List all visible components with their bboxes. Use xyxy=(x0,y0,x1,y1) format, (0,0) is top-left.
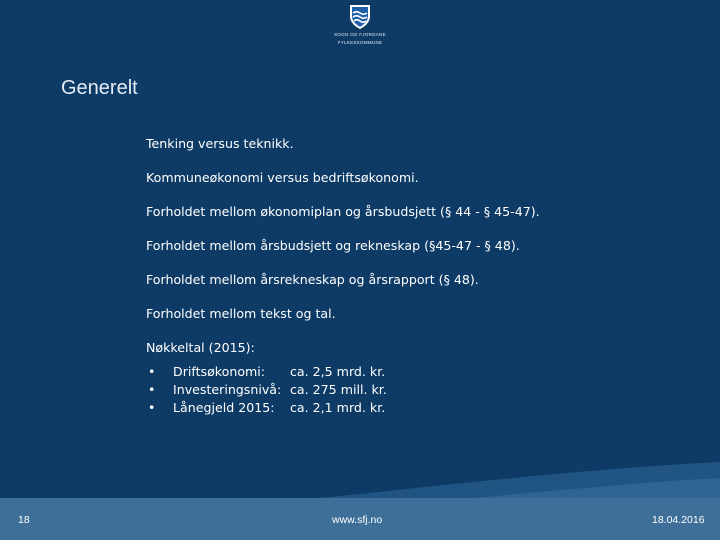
paragraph: Tenking versus teknikk. xyxy=(146,136,294,151)
list-item xyxy=(146,381,686,399)
paragraph: Forholdet mellom økonomiplan og årsbudsjett (§ 44 - § 45-47). xyxy=(146,204,540,219)
logo-line-2: FYLKESKOMMUNE xyxy=(337,39,383,45)
bullet-icon: • xyxy=(148,400,156,415)
logo-line-1: SOGN OG FJORDANE xyxy=(334,32,386,37)
key-figures-list xyxy=(146,363,686,417)
bullet-key: Lånegjeld 2015: xyxy=(173,400,275,415)
page-number: 18 xyxy=(18,514,30,526)
slide-title: Generelt xyxy=(61,77,138,99)
bullet-icon: • xyxy=(148,382,156,397)
bullet-value: ca. 2,1 mrd. kr. xyxy=(290,400,386,415)
paragraph: Forholdet mellom tekst og tal. xyxy=(146,306,336,321)
paragraph-key-figures-heading: Nøkkeltal (2015): xyxy=(146,340,255,355)
coat-of-arms-icon xyxy=(349,4,371,30)
footer-url[interactable]: www.sfj.no xyxy=(332,514,383,526)
bullet-value: ca. 275 mill. kr. xyxy=(290,382,387,397)
list-item xyxy=(146,399,686,417)
list-item xyxy=(146,363,686,381)
bullet-key: Driftsøkonomi: xyxy=(173,364,266,379)
bullet-icon: • xyxy=(148,364,156,379)
bullet-key: Investeringsnivå: xyxy=(173,382,282,397)
logo xyxy=(320,4,400,48)
slide-body xyxy=(146,135,686,417)
paragraph: Kommuneøkonomi versus bedriftsøkonomi. xyxy=(146,170,419,185)
footer-date: 18.04.2016 xyxy=(652,514,705,526)
paragraph: Forholdet mellom årsrekneskap og årsrapport (§ 48). xyxy=(146,272,479,287)
bullet-value: ca. 2,5 mrd. kr. xyxy=(290,364,386,379)
paragraph: Forholdet mellom årsbudsjett og rekneskap (§45-47 - § 48). xyxy=(146,238,520,253)
